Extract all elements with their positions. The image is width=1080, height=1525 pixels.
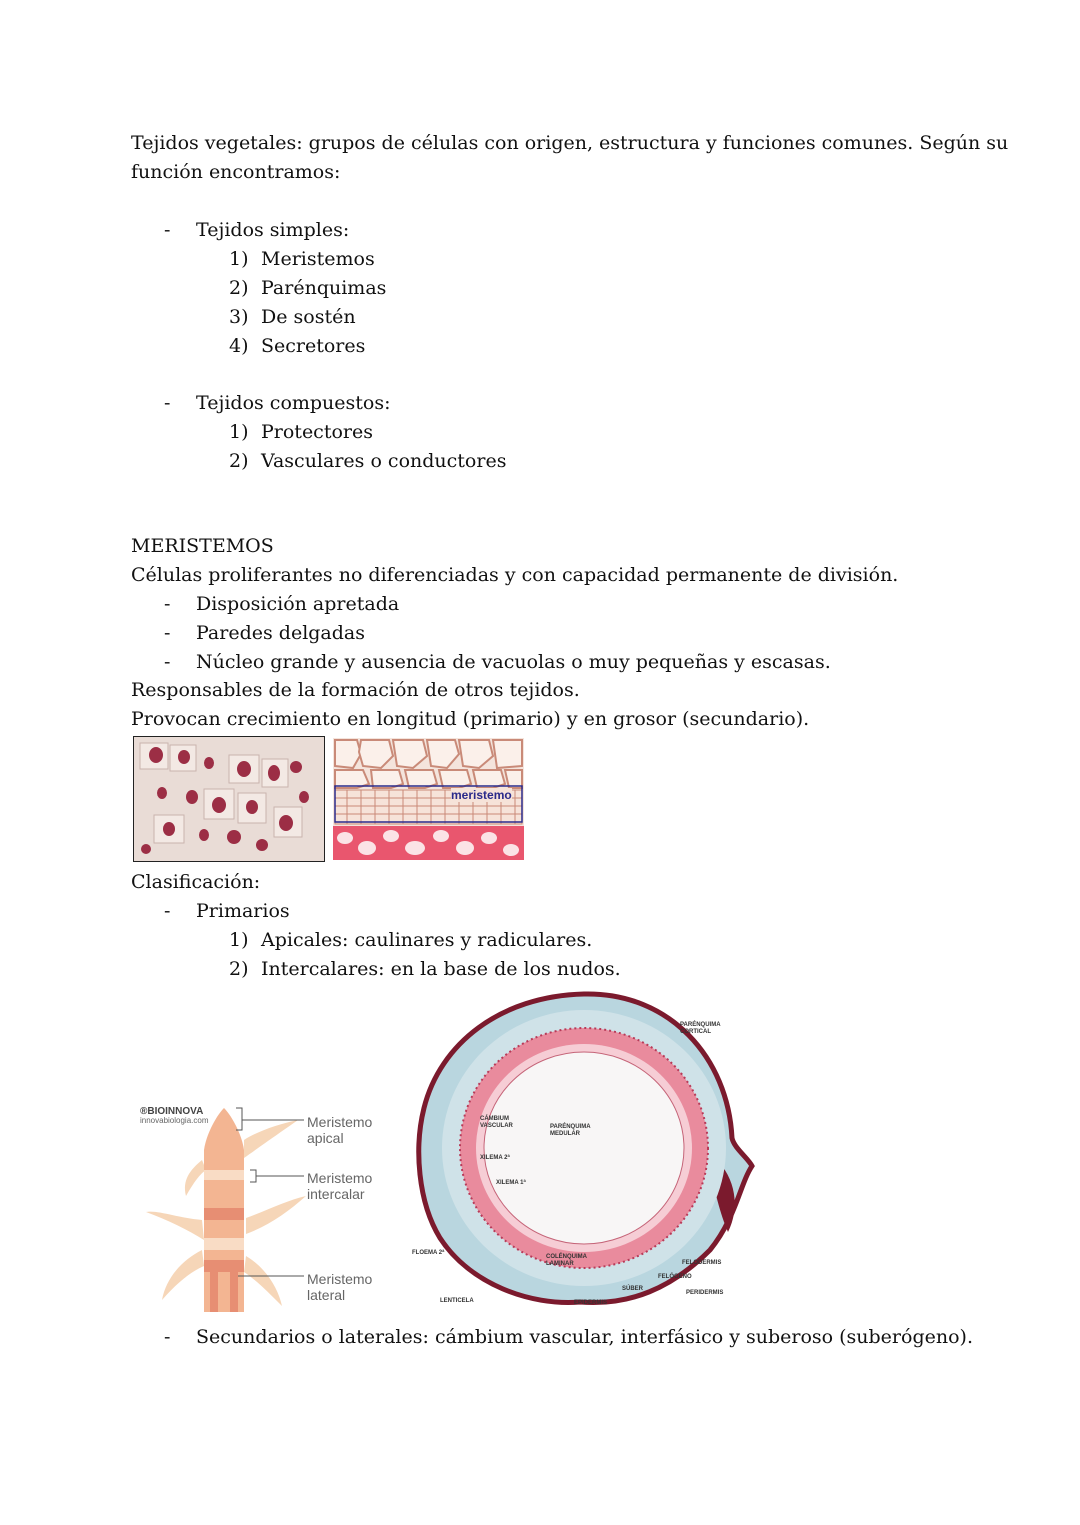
label-xilema-2: XILEMA 2ª	[480, 1155, 510, 1161]
list-number: 1)	[229, 929, 249, 951]
bullet-dash: -	[164, 622, 171, 644]
label-colenquima: COLÉNQUIMA LAMINAR	[546, 1254, 587, 1267]
bullet-dash: -	[164, 219, 171, 241]
bullet-dash: -	[164, 392, 171, 414]
bullet-dash: -	[164, 1326, 171, 1348]
intro-line-1: Tejidos vegetales: grupos de células con origen, estructura y funciones comunes. Según su	[131, 132, 1009, 154]
label-peridermis: PERIDERMIS	[686, 1290, 724, 1296]
list-item: Apicales: caulinares y radiculares.	[261, 929, 593, 951]
list-item: Intercalares: en la base de los nudos.	[261, 958, 621, 980]
list-item: Parénquimas	[261, 277, 387, 299]
list-number: 1)	[229, 248, 249, 270]
bullet-dash: -	[164, 900, 171, 922]
list-number: 2)	[229, 277, 249, 299]
definition: Células proliferantes no diferenciadas y con capacidad permanente de división.	[131, 564, 899, 586]
list-number: 3)	[229, 306, 249, 328]
bullet-dash: -	[164, 651, 171, 673]
plant-meristem-diagram	[138, 1100, 398, 1312]
label-epidermis: EPIDERMIS	[574, 1300, 608, 1306]
bullet-item: Disposición apretada	[196, 593, 400, 615]
list-item: Secretores	[261, 335, 366, 357]
bullet-dash: -	[164, 593, 171, 615]
primary-label: Primarios	[196, 900, 290, 922]
list-number: 1)	[229, 421, 249, 443]
list-number: 2)	[229, 450, 249, 472]
list-item: Meristemos	[261, 248, 375, 270]
list-item: Vasculares o conductores	[261, 450, 507, 472]
label-parenquima-cortical: PARÉNQUIMA CORTICAL	[680, 1022, 721, 1035]
meristem-cells-photo	[133, 736, 325, 862]
stem-labels	[410, 988, 758, 1314]
list-item: De sostén	[261, 306, 356, 328]
label-cambium-vascular: CÁMBIUM VASCULAR	[480, 1116, 513, 1129]
intro-line-2: función encontramos:	[131, 161, 341, 183]
bioinnova-logo: ®BIOINNOVA	[140, 1106, 204, 1117]
secondary-label: Secundarios o laterales: cámbium vascular, interfásico y suberoso (suberógeno).	[196, 1326, 973, 1348]
label-lenticela: LENTICELA	[440, 1298, 474, 1304]
bioinnova-site: innovabiologia.com	[140, 1116, 209, 1125]
list-item: Protectores	[261, 421, 373, 443]
list-number: 4)	[229, 335, 249, 357]
label-felogeno: FELÓGENO	[658, 1274, 692, 1280]
section-title: MERISTEMOS	[131, 535, 274, 557]
label-floema: FLOEMA 2ª	[412, 1250, 445, 1256]
paragraph-line: Provocan crecimiento en longitud (primario) y en grosor (secundario).	[131, 708, 810, 730]
label-parenquima-medular: PARÉNQUIMA MEDULAR	[550, 1124, 591, 1137]
bullet-item: Paredes delgadas	[196, 622, 365, 644]
label-meristemo-lateral: Meristemo lateral	[307, 1271, 373, 1303]
simple-heading: Tejidos simples:	[196, 219, 350, 241]
list-number: 2)	[229, 958, 249, 980]
label-xilema-1: XILEMA 1ª	[496, 1180, 526, 1186]
label-felodermis: FELODERMIS	[682, 1260, 722, 1266]
stem-cross-section	[410, 988, 758, 1314]
meristemo-label: meristemo	[451, 788, 512, 802]
meristem-tissue-photo	[333, 738, 524, 860]
bullet-item: Núcleo grande y ausencia de vacuolas o muy pequeñas y escasas.	[196, 651, 831, 673]
paragraph-line: Responsables de la formación de otros tejidos.	[131, 679, 580, 701]
label-suber: SÚBER	[622, 1286, 644, 1292]
compound-heading: Tejidos compuestos:	[196, 392, 391, 414]
classification-title: Clasificación:	[131, 871, 261, 893]
label-meristemo-intercalar: Meristemo intercalar	[307, 1170, 373, 1202]
label-meristemo-apical: Meristemo apical	[307, 1114, 373, 1146]
